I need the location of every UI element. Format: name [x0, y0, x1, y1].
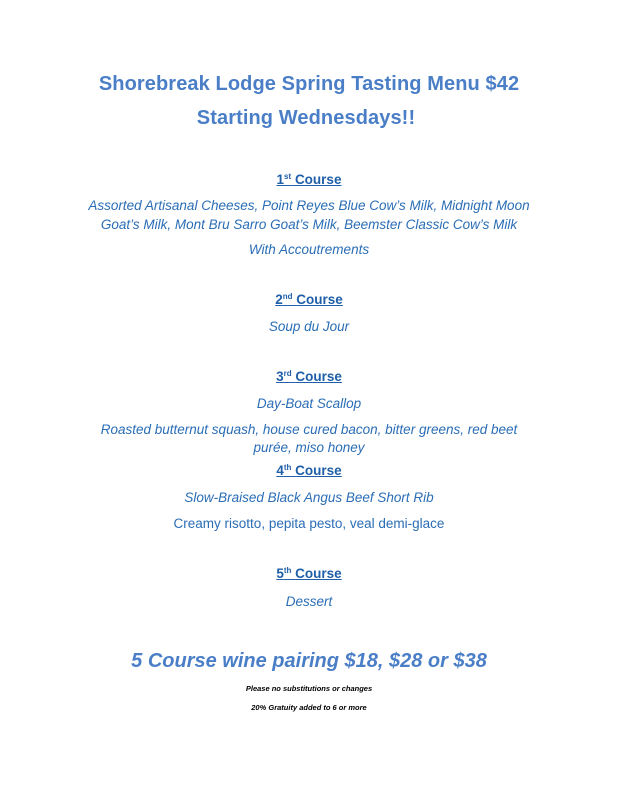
course-2-line-1: Soup du Jour [268, 319, 350, 334]
course-1-heading: 1st Course [276, 172, 342, 187]
course-3-line-1: Day-Boat Scallop [256, 396, 362, 411]
course-1-line-2: Goat’s Milk, Mont Bru Sarro Goat’s Milk, Beemster Classic Cow’s Milk [100, 217, 518, 232]
course-4-line-2: Creamy risotto, pepita pesto, veal demi-glace [173, 516, 445, 531]
no-substitutions-note: Please no substitutions or changes [245, 684, 373, 693]
course-3-heading: 3rd Course [276, 369, 342, 384]
menu-subtitle: Starting Wednesdays!! [196, 107, 416, 129]
course-3-line-3: purée, miso honey [253, 440, 365, 455]
course-1-line-1: Assorted Artisanal Cheeses, Point Reyes Blue Cow’s Milk, Midnight Moon [88, 198, 530, 213]
gratuity-note: 20% Gratuity added to 6 or more [251, 703, 367, 712]
course-1-line-3: With Accoutrements [248, 242, 370, 257]
course-5-heading: 5th Course [276, 566, 342, 581]
course-3-line-2: Roasted butternut squash, house cured bacon, bitter greens, red beet [100, 422, 518, 437]
course-4-line-1: Slow-Braised Black Angus Beef Short Rib [184, 490, 434, 505]
wine-pairing: 5 Course wine pairing $18, $28 or $38 [131, 650, 487, 672]
menu-title: Shorebreak Lodge Spring Tasting Menu $42 [98, 73, 520, 95]
course-5-line-1: Dessert [285, 594, 333, 609]
course-4-heading: 4th Course [276, 463, 342, 478]
course-2-heading: 2nd Course [275, 292, 343, 307]
